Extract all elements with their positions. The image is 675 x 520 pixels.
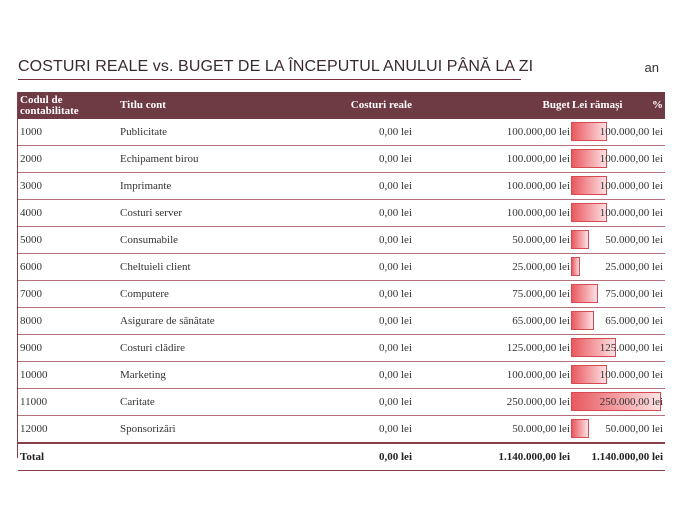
cell-remaining[interactable] xyxy=(570,308,665,335)
table-row[interactable] xyxy=(18,308,665,335)
total-remaining xyxy=(570,443,665,471)
remaining-value: 100.000,00 lei xyxy=(599,126,663,138)
cell-actual[interactable]: 0,00 lei xyxy=(379,126,412,138)
cell-name[interactable]: Costuri clădire xyxy=(120,335,238,362)
cell-name[interactable]: Cheltuieli client xyxy=(120,254,238,281)
table-row[interactable] xyxy=(18,281,665,308)
remaining-value: 50.000,00 lei xyxy=(605,234,663,246)
cell-code[interactable]: 6000 xyxy=(18,254,120,281)
cell-remaining[interactable] xyxy=(570,335,665,362)
remaining-data-bar xyxy=(571,284,598,303)
table-row[interactable] xyxy=(18,389,665,416)
cell-budget[interactable]: 100.000,00 lei xyxy=(412,146,570,173)
cell-name[interactable]: Marketing xyxy=(120,362,238,389)
total-budget: 1.140.000,00 lei xyxy=(412,443,570,471)
cell-name[interactable]: Caritate xyxy=(120,389,238,416)
cell-budget[interactable]: 125.000,00 lei xyxy=(412,335,570,362)
cell-remaining[interactable] xyxy=(570,227,665,254)
cell-actual[interactable]: 0,00 lei xyxy=(238,416,412,444)
cell-actual[interactable]: 0,00 lei xyxy=(238,146,412,173)
remaining-value: 100.000,00 lei xyxy=(599,207,663,219)
remaining-value: 65.000,00 lei xyxy=(605,315,663,327)
title-row xyxy=(18,58,663,80)
cell-code[interactable]: 9000 xyxy=(18,335,120,362)
cell-name[interactable]: Echipament birou xyxy=(120,146,238,173)
cell-remaining[interactable] xyxy=(570,173,665,200)
budget-table xyxy=(18,92,665,471)
cell-budget[interactable]: 75.000,00 lei xyxy=(412,281,570,308)
remaining-value: 100.000,00 lei xyxy=(599,153,663,165)
cell-actual[interactable]: 0,00 lei xyxy=(238,362,412,389)
remaining-data-bar xyxy=(571,311,594,330)
cell-code[interactable]: 12000 xyxy=(18,416,120,444)
cell-actual[interactable]: 0,00 lei xyxy=(238,389,412,416)
cell-remaining[interactable] xyxy=(570,416,665,444)
total-remaining-value: 1.140.000,00 lei xyxy=(591,451,663,463)
remaining-data-bar xyxy=(571,419,589,438)
table-row[interactable] xyxy=(18,173,665,200)
table-row[interactable] xyxy=(18,416,665,444)
cell-remaining[interactable] xyxy=(570,119,665,146)
cell-remaining[interactable] xyxy=(570,389,665,416)
table-row[interactable] xyxy=(18,362,665,389)
remaining-value: 25.000,00 lei xyxy=(605,261,663,273)
table-row[interactable] xyxy=(18,254,665,281)
title-underline xyxy=(18,79,521,80)
cell-budget[interactable]: 50.000,00 lei xyxy=(412,227,570,254)
cell-remaining[interactable] xyxy=(570,200,665,227)
cell-code[interactable]: 7000 xyxy=(18,281,120,308)
header-code[interactable]: Codul de contabilitate xyxy=(18,92,120,119)
table-body xyxy=(18,119,665,443)
table-row[interactable] xyxy=(18,119,665,146)
cell-code[interactable]: 1000 xyxy=(20,126,42,138)
total-label: Total xyxy=(18,443,120,471)
cell-remaining[interactable] xyxy=(570,362,665,389)
cell-name[interactable]: Imprimante xyxy=(120,173,238,200)
cell-code[interactable]: 5000 xyxy=(18,227,120,254)
total-name-empty xyxy=(120,443,238,471)
cell-budget[interactable]: 250.000,00 lei xyxy=(412,389,570,416)
header-name[interactable]: Titlu cont xyxy=(120,92,238,119)
table-row[interactable] xyxy=(18,335,665,362)
cell-name[interactable]: Costuri server xyxy=(120,200,238,227)
cell-remaining[interactable] xyxy=(570,281,665,308)
cell-code[interactable]: 2000 xyxy=(18,146,120,173)
cell-name[interactable]: Computere xyxy=(120,281,238,308)
header-actual[interactable]: Costuri reale xyxy=(238,92,412,119)
period-label: an xyxy=(644,60,659,75)
cell-name[interactable]: Consumabile xyxy=(120,227,238,254)
cell-budget[interactable]: 100.000,00 lei xyxy=(506,126,570,138)
cell-code[interactable]: 3000 xyxy=(18,173,120,200)
remaining-data-bar xyxy=(571,230,589,249)
cell-actual[interactable]: 0,00 lei xyxy=(238,200,412,227)
cell-remaining[interactable] xyxy=(570,254,665,281)
cell-remaining[interactable] xyxy=(570,146,665,173)
cell-name[interactable]: Asigurare de sănătate xyxy=(120,308,238,335)
header-remaining-cell xyxy=(570,92,665,119)
remaining-value: 125.000,00 lei xyxy=(599,342,663,354)
remaining-value: 50.000,00 lei xyxy=(605,423,663,435)
remaining-value: 75.000,00 lei xyxy=(605,288,663,300)
cell-actual[interactable]: 0,00 lei xyxy=(238,227,412,254)
cell-code[interactable]: 10000 xyxy=(18,362,120,389)
cell-actual[interactable]: 0,00 lei xyxy=(238,281,412,308)
header-remaining[interactable]: Lei rămași xyxy=(572,99,623,111)
header-budget[interactable]: Buget xyxy=(412,92,570,119)
cell-actual[interactable]: 0,00 lei xyxy=(238,254,412,281)
total-row xyxy=(18,443,665,471)
remaining-data-bar xyxy=(571,257,580,276)
cell-budget[interactable]: 100.000,00 lei xyxy=(412,200,570,227)
table-row[interactable] xyxy=(18,200,665,227)
cell-actual[interactable]: 0,00 lei xyxy=(238,308,412,335)
header-percent[interactable]: % xyxy=(652,99,663,111)
table-row[interactable] xyxy=(18,227,665,254)
cell-budget[interactable]: 25.000,00 lei xyxy=(412,254,570,281)
cell-budget[interactable]: 100.000,00 lei xyxy=(412,173,570,200)
total-actual: 0,00 lei xyxy=(238,443,412,471)
cell-name[interactable]: Publicitate xyxy=(120,126,168,138)
cell-actual[interactable]: 0,00 lei xyxy=(238,173,412,200)
cell-code[interactable]: 4000 xyxy=(18,200,120,227)
cell-budget[interactable]: 50.000,00 lei xyxy=(412,416,570,444)
table-header-row xyxy=(18,92,665,119)
table-row[interactable] xyxy=(18,146,665,173)
remaining-value: 100.000,00 lei xyxy=(599,180,663,192)
remaining-value: 100.000,00 lei xyxy=(599,369,663,381)
cell-budget[interactable]: 65.000,00 lei xyxy=(412,308,570,335)
cell-budget[interactable]: 100.000,00 lei xyxy=(412,362,570,389)
cell-code[interactable]: 11000 xyxy=(18,389,120,416)
remaining-value: 250.000,00 lei xyxy=(599,396,663,408)
cell-code[interactable]: 8000 xyxy=(18,308,120,335)
report-title: COSTURI REALE vs. BUGET DE LA ÎNCEPUTUL ANULUI PÂNĂ LA ZI xyxy=(18,58,534,75)
cell-actual[interactable]: 0,00 lei xyxy=(238,335,412,362)
cell-name[interactable]: Sponsorizări xyxy=(120,416,238,444)
